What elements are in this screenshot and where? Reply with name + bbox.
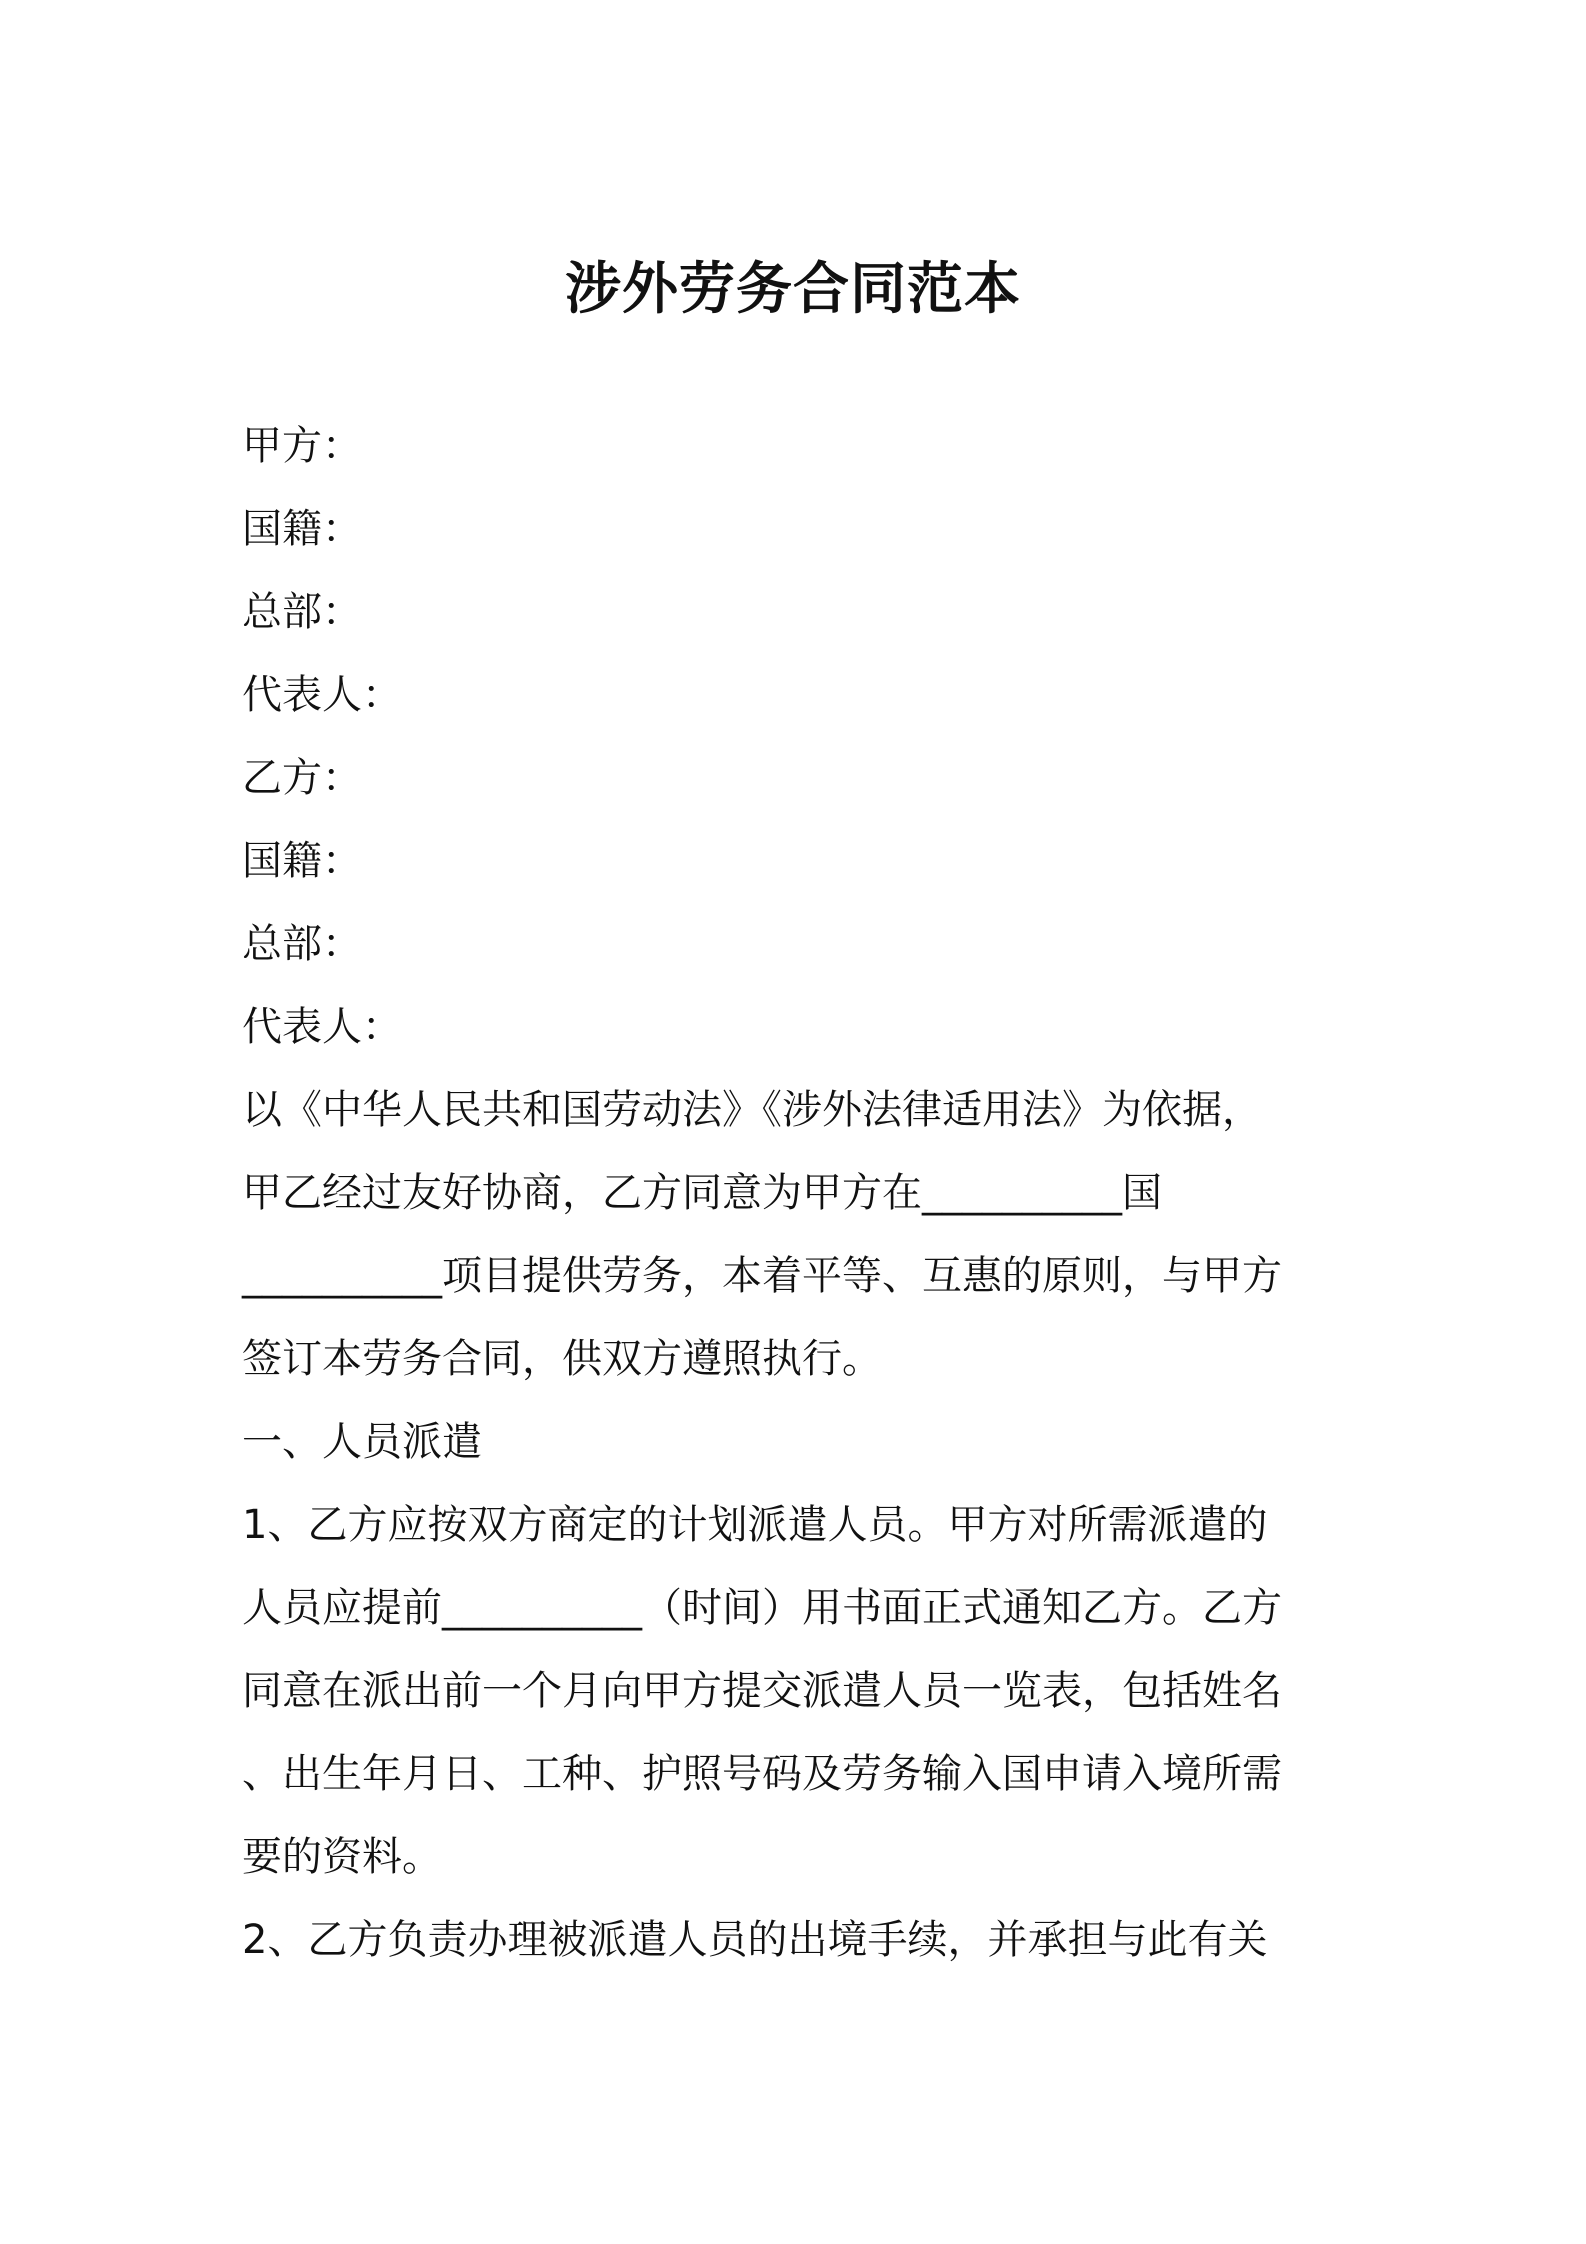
document-body (242, 405, 1352, 1982)
preamble-line-1: 以《中华人民共和国劳动法》《涉外法律适用法》为依据， (242, 1087, 1262, 1133)
clause-1-line-1: 1、乙方应按双方商定的计划派遣人员。甲方对所需派遣的 (242, 1502, 1268, 1548)
preamble-line-3: __________项目提供劳务，本着平等、互惠的原则，与甲方 (242, 1253, 1282, 1299)
clause-1-line-2: 人员应提前__________（时间）用书面正式通知乙方。乙方 (242, 1585, 1282, 1631)
preamble-line-2: 甲乙经过友好协商，乙方同意为甲方在__________国 (242, 1170, 1162, 1216)
party-b-representative-label: 代表人： (242, 1004, 402, 1050)
clause-2-line-1: 2、乙方负责办理被派遣人员的出境手续，并承担与此有关 (242, 1917, 1268, 1963)
party-a-label: 甲方： (242, 423, 362, 469)
clause-1-line-5: 要的资料。 (242, 1834, 442, 1880)
party-a-nationality-label: 国籍： (242, 506, 362, 552)
clause-1-line-3: 同意在派出前一个月向甲方提交派遣人员一览表，包括姓名 (242, 1668, 1282, 1714)
document-title: 涉外劳务合同范本 (565, 257, 1021, 322)
party-a-headquarters-label: 总部： (242, 589, 362, 635)
section-heading-personnel-dispatch: 一、人员派遣 (242, 1419, 482, 1465)
party-b-headquarters-label: 总部： (242, 921, 362, 967)
party-b-nationality-label: 国籍： (242, 838, 362, 884)
party-a-representative-label: 代表人： (242, 672, 402, 718)
clause-1-line-4: 、出生年月日、工种、护照号码及劳务输入国申请入境所需 (242, 1751, 1282, 1797)
preamble-line-4: 签订本劳务合同，供双方遵照执行。 (242, 1336, 882, 1382)
party-b-label: 乙方： (242, 755, 362, 801)
